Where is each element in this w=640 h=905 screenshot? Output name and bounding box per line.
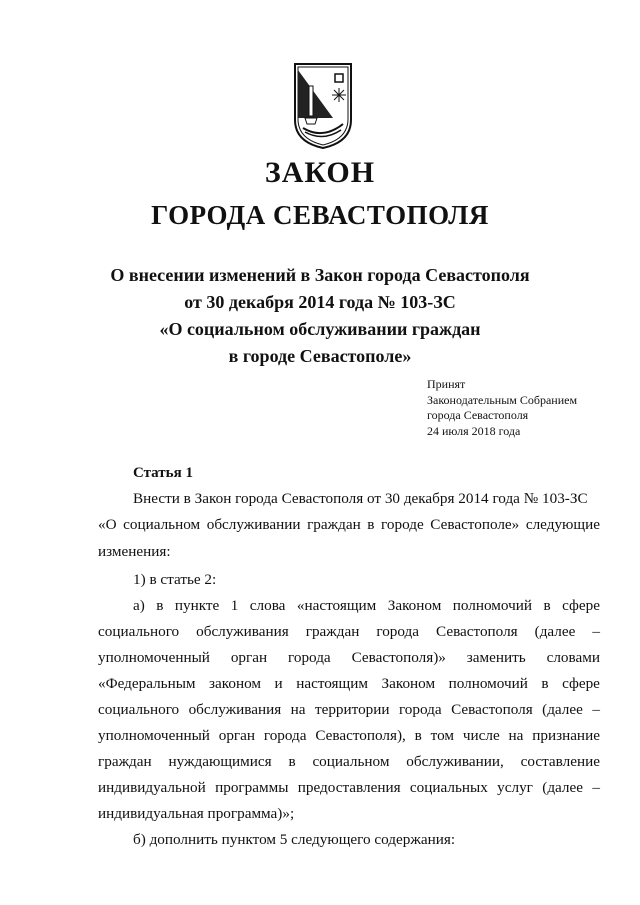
paragraph-line: Внести в Закон города Севастополя от 30 декабря 2014 года № 103-ЗС bbox=[133, 490, 588, 507]
sevastopol-coat-of-arms-icon bbox=[293, 62, 353, 150]
document-issuer: ГОРОДА СЕВАСТОПОЛЯ bbox=[151, 200, 489, 230]
adoption-date: 24 июля 2018 года bbox=[427, 423, 521, 438]
paragraph-line: изменения: bbox=[98, 543, 171, 560]
paragraph-line: «О социальном обслуживании граждан в городе Севастополе» следующие bbox=[98, 516, 600, 533]
paragraph-line: социального обслуживания на территории города Севастополя (далее – bbox=[98, 701, 600, 718]
paragraph-line: граждан нуждающимися в социальном обслуживании, составление bbox=[98, 753, 600, 770]
subtitle-line: О внесении изменений в Закон города Севастополя bbox=[110, 265, 530, 285]
article-heading: Статья 1 bbox=[133, 465, 193, 481]
adoption-line: Принят bbox=[427, 377, 466, 391]
paragraph-line: «Федеральным законом и настоящим Законом полномочий в сфере bbox=[98, 675, 600, 692]
subtitle-line: «О социальном обслуживании граждан bbox=[159, 319, 481, 339]
document-title: ЗАКОН bbox=[264, 156, 376, 189]
paragraph-line: индивидуальная программа)»; bbox=[98, 805, 295, 822]
document-subtitle bbox=[0, 262, 640, 370]
adoption-note bbox=[427, 377, 577, 439]
paragraph-line: а) в пункте 1 слова «настоящим Законом полномочий в сфере bbox=[133, 597, 600, 614]
paragraph-line: социального обслуживания граждан города Севастополя (далее – bbox=[98, 623, 600, 640]
list-item: б) дополнить пунктом 5 следующего содержания: bbox=[133, 831, 456, 848]
paragraph-line: уполномоченный орган города Севастополя), в том числе на признание bbox=[98, 727, 600, 744]
paragraph-line: индивидуальной программы предоставления социальных услуг (далее – bbox=[98, 779, 600, 796]
paragraph-line: уполномоченный орган города Севастополя)» заменить словами bbox=[98, 649, 600, 666]
adoption-line: города Севастополя bbox=[427, 408, 529, 422]
list-item: 1) в статье 2: bbox=[133, 571, 217, 588]
adoption-line: Законодательным Собранием bbox=[427, 392, 578, 407]
subtitle-line: от 30 декабря 2014 года № 103-ЗС bbox=[184, 292, 456, 312]
subtitle-line: в городе Севастополе» bbox=[228, 346, 412, 366]
